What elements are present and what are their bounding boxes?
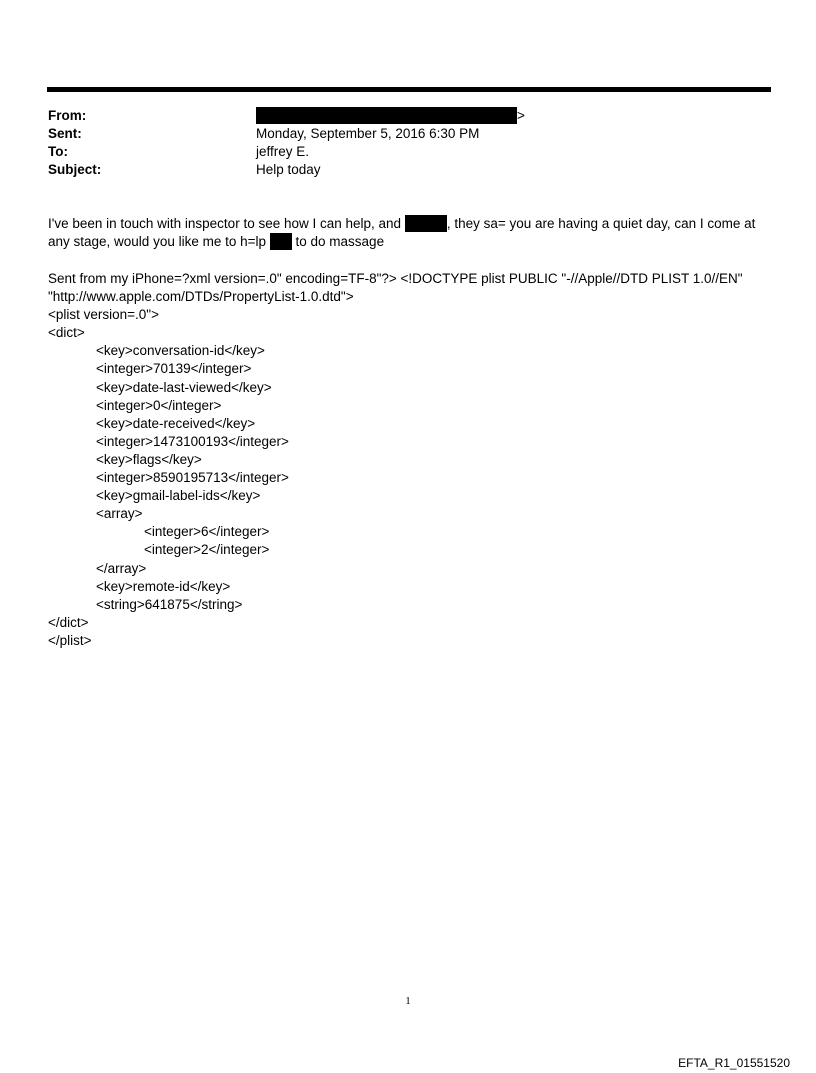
email-header bbox=[48, 107, 768, 179]
message-paragraph bbox=[48, 215, 768, 251]
plist-line: <dict> bbox=[48, 325, 85, 341]
subject-value: Help today bbox=[256, 162, 321, 177]
body-text-1: I've been in touch with inspector to see how I can help, and bbox=[48, 216, 405, 231]
signature-line: "http://www.apple.com/DTDs/PropertyList-1.0.dtd"> bbox=[48, 289, 354, 305]
from-suffix: > bbox=[517, 108, 525, 123]
subject-label: Subject: bbox=[48, 162, 102, 177]
plist-line: <integer>1473100193</integer> bbox=[96, 433, 289, 449]
plist-line: <key>flags</key> bbox=[96, 451, 202, 467]
redaction-box bbox=[270, 233, 292, 250]
sent-row bbox=[48, 125, 768, 143]
subject-row bbox=[48, 161, 768, 179]
from-value bbox=[256, 107, 768, 125]
plist-line: <key>date-received</key> bbox=[96, 415, 256, 431]
from-label: From: bbox=[48, 108, 87, 123]
sent-label: Sent: bbox=[48, 126, 82, 141]
plist-line: <integer>6</integer> bbox=[144, 524, 270, 540]
plist-line: <integer>8590195713</integer> bbox=[96, 470, 289, 486]
plist-line: <key>remote-id</key> bbox=[96, 578, 231, 594]
body-text-3: any stage, would you like me to h=lp bbox=[48, 234, 270, 249]
body-text-4: to do massage bbox=[291, 234, 385, 249]
signature-block bbox=[48, 270, 778, 650]
plist-line: </dict> bbox=[48, 614, 89, 630]
top-rule bbox=[47, 87, 771, 92]
plist-line: <integer>2</integer> bbox=[144, 542, 270, 558]
plist-line: <key>date-last-viewed</key> bbox=[96, 379, 272, 395]
from-row bbox=[48, 107, 768, 125]
body-text-2: , they sa= you are having a quiet day, can I come at bbox=[446, 216, 756, 231]
plist-line: <key>gmail-label-ids</key> bbox=[96, 488, 261, 504]
message-body bbox=[48, 215, 768, 251]
plist-line: <integer>0</integer> bbox=[96, 397, 222, 413]
plist-line: <array> bbox=[96, 506, 143, 522]
to-row bbox=[48, 143, 768, 161]
signature-line: Sent from my iPhone=?xml version=.0" encoding=TF-8"?> <!DOCTYPE plist PUBLIC "-//Apple//DTD PLIST 1.0//EN" bbox=[48, 271, 743, 286]
bates-number: EFTA_R1_01551520 bbox=[678, 1056, 790, 1070]
plist-line: </array> bbox=[96, 560, 147, 576]
plist-line: <plist version=.0"> bbox=[48, 307, 159, 323]
to-value: jeffrey E. bbox=[256, 144, 310, 159]
sent-value: Monday, September 5, 2016 6:30 PM bbox=[256, 126, 480, 141]
plist-line: </plist> bbox=[48, 632, 92, 648]
page-number: 1 bbox=[405, 995, 411, 1007]
plist-line: <integer>70139</integer> bbox=[96, 361, 252, 377]
redaction-box bbox=[256, 107, 517, 124]
redaction-box bbox=[405, 215, 447, 232]
to-label: To: bbox=[48, 144, 68, 159]
plist-line: <string>641875</string> bbox=[96, 596, 243, 612]
plist-line: <key>conversation-id</key> bbox=[96, 343, 265, 359]
